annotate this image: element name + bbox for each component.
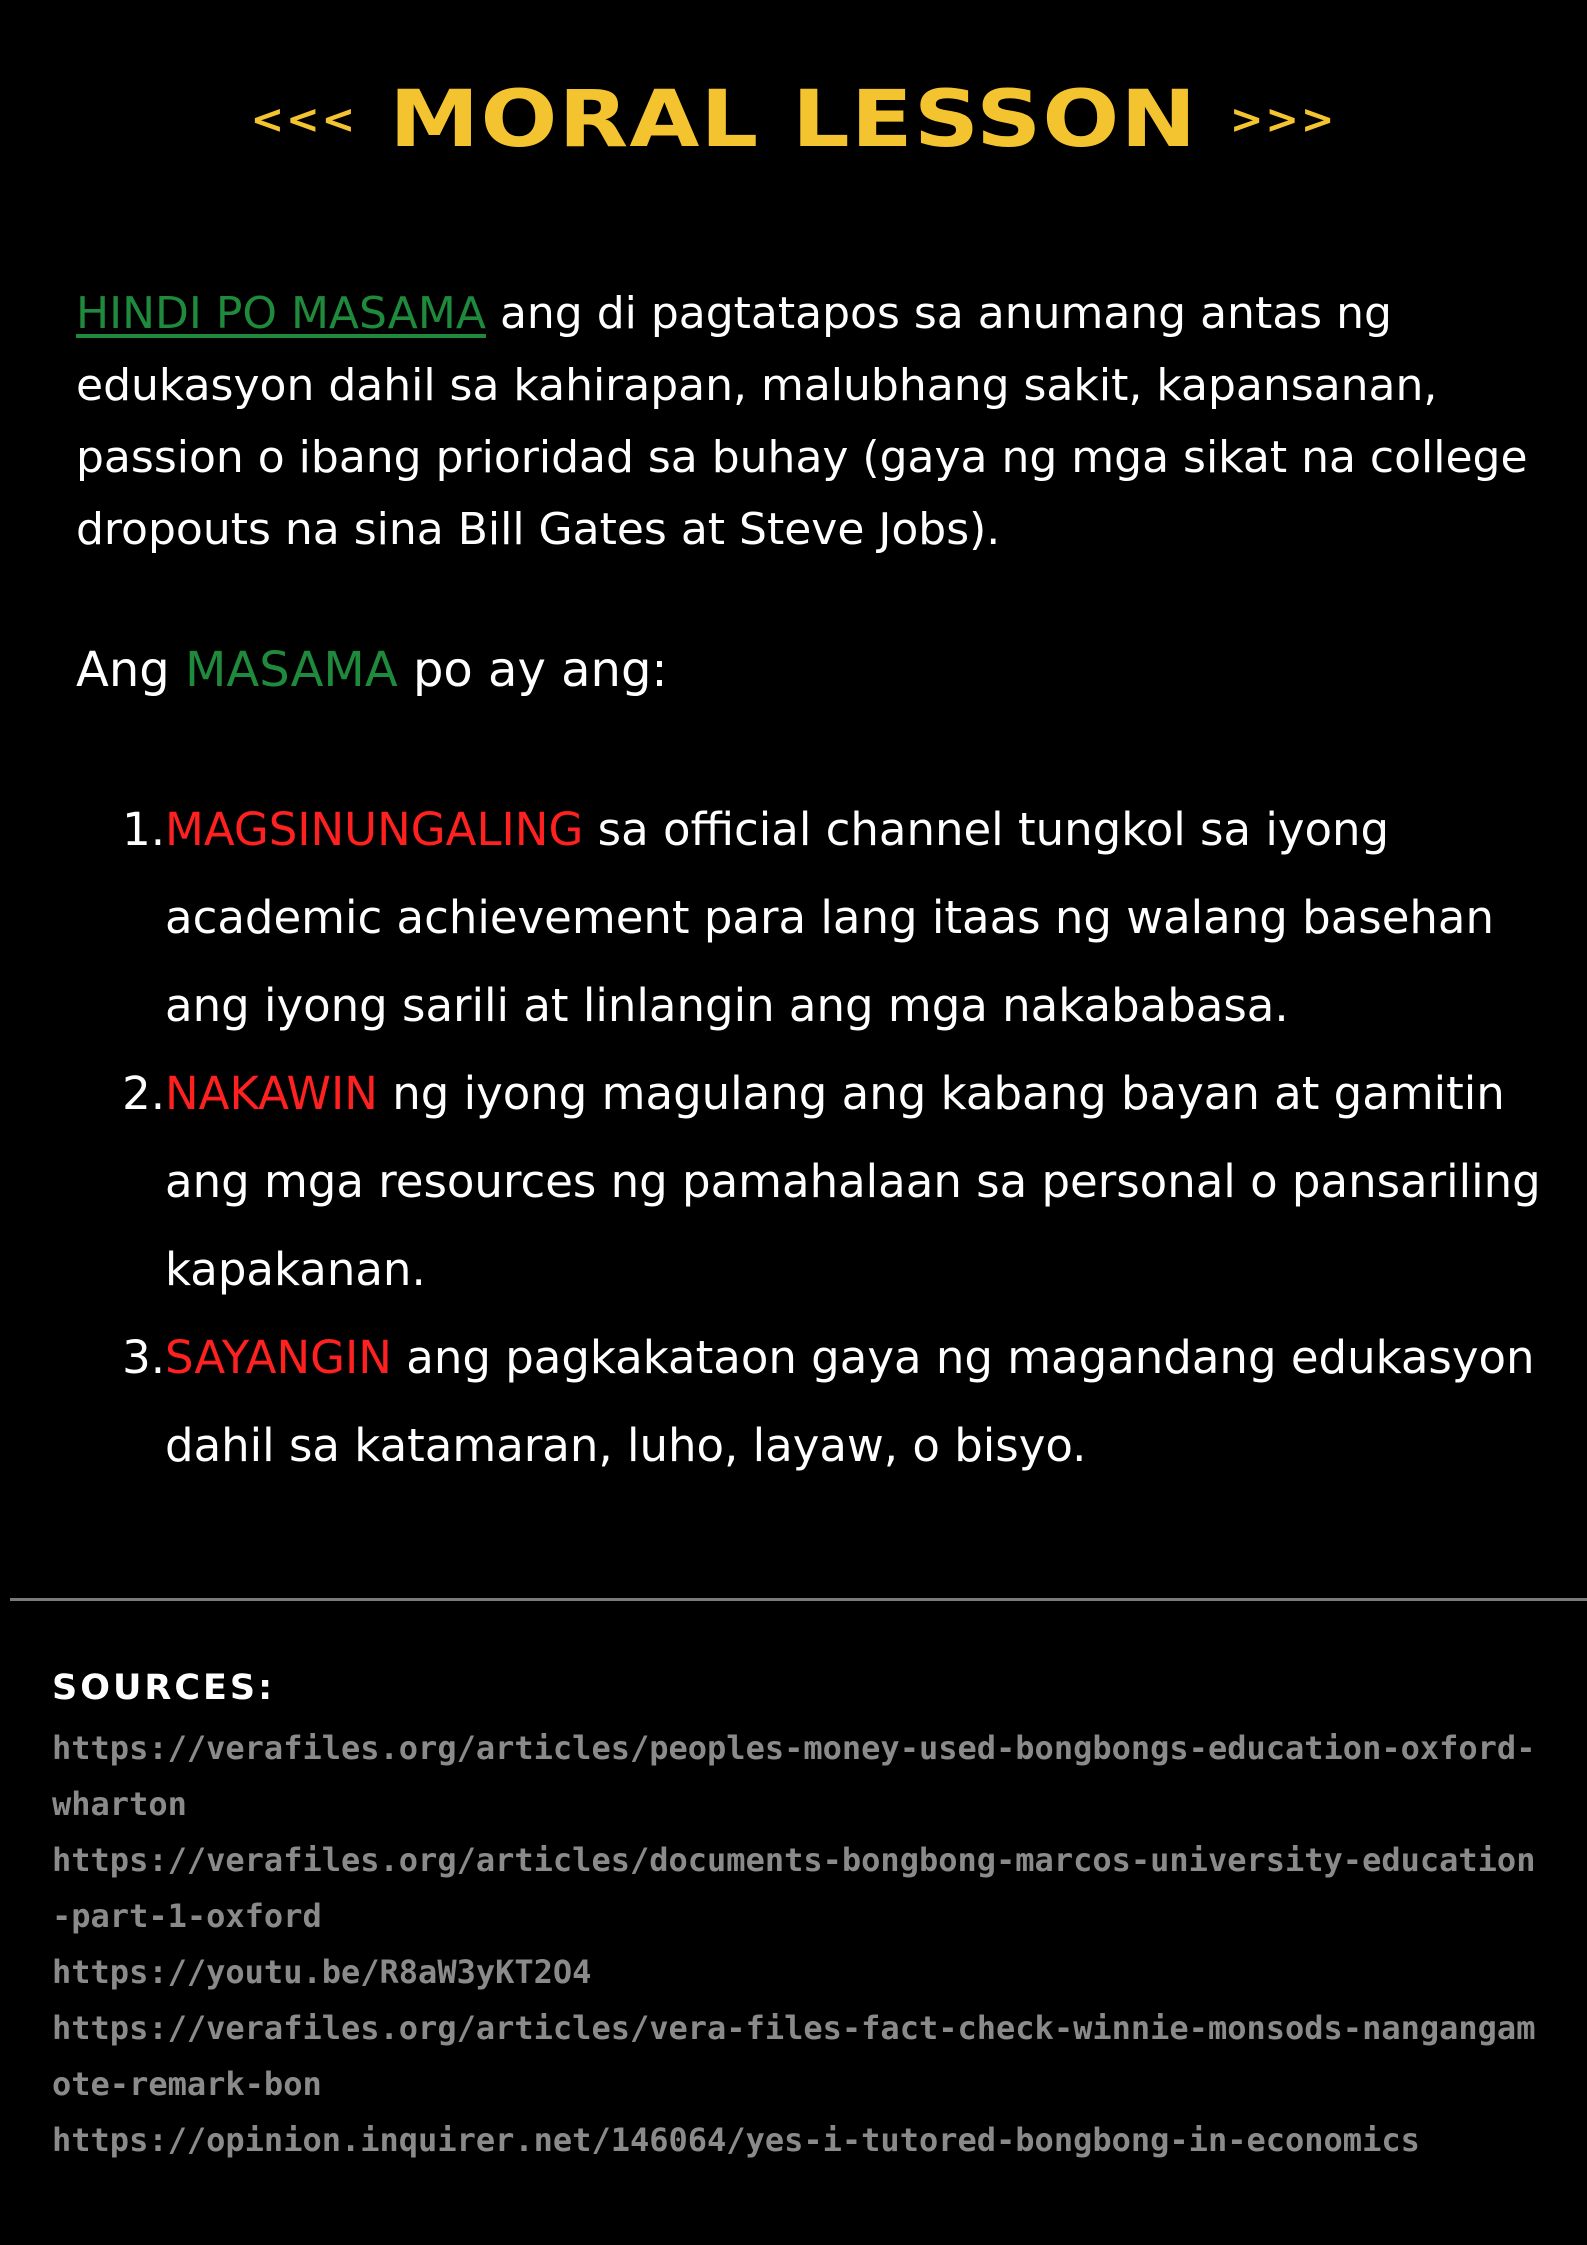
- source-link[interactable]: https://verafiles.org/articles/documents-bongbong-marcos-university-education-part-1-oxford: [52, 1841, 1536, 1935]
- list-text: ang pagkakataon gaya ng magandang edukasyon dahil sa katamaran, luho, layaw, o bisyo.: [165, 1331, 1535, 1472]
- list-number: 2.: [122, 1067, 165, 1120]
- wrongdoing-list: [0, 786, 1587, 1490]
- list-item: [0, 786, 1587, 1050]
- source-link[interactable]: https://verafiles.org/articles/peoples-money-used-bongbongs-education-oxford-wharton: [52, 1729, 1536, 1823]
- left-arrows: <<<: [250, 97, 358, 143]
- divider: [10, 1598, 1587, 1601]
- list-number: 1.: [122, 803, 165, 856]
- header: [0, 70, 1587, 170]
- list-text: sa official channel tungkol sa iyong academic achievement para lang itaas ng walang basehan ang iyong sarili at linlangin ang mga nakababasa.: [165, 803, 1495, 1032]
- right-arrows: >>>: [1229, 97, 1337, 143]
- ang-suffix: po ay ang:: [397, 642, 668, 698]
- list-item: [0, 1050, 1587, 1314]
- source-link[interactable]: https://youtu.be/R8aW3yKT2O4: [52, 1953, 592, 1991]
- masama-highlight: MASAMA: [184, 642, 398, 698]
- page-title: MORAL LESSON: [389, 75, 1198, 165]
- list-highlight: MAGSINUNGALING: [165, 803, 584, 856]
- ang-masama-line: [76, 634, 668, 706]
- list-number: 3.: [122, 1331, 165, 1384]
- intro-paragraph: [76, 278, 1536, 566]
- list-highlight: SAYANGIN: [165, 1331, 392, 1384]
- sources-heading: SOURCES:: [52, 1668, 276, 1708]
- source-link[interactable]: https://opinion.inquirer.net/146064/yes-i-tutored-bongbong-in-economics: [52, 2121, 1420, 2159]
- list-highlight: NAKAWIN: [165, 1067, 378, 1120]
- list-text: ng iyong magulang ang kabang bayan at gamitin ang mga resources ng pamahalaan sa personal o pansariling kapakanan.: [165, 1067, 1541, 1296]
- intro-text: ang di pagtatapos sa anumang antas ng edukasyon dahil sa kahirapan, malubhang sakit, kapansanan, passion o ibang prioridad sa buhay (gaya ng mga sikat na college dropouts na sina Bill Gates at Steve Jobs).: [76, 288, 1528, 555]
- ang-prefix: Ang: [76, 642, 185, 698]
- intro-highlight: HINDI PO MASAMA: [76, 288, 486, 339]
- list-item: [0, 1314, 1587, 1490]
- source-link[interactable]: https://verafiles.org/articles/vera-files-fact-check-winnie-monsods-nangangamote-remark-bon: [52, 2009, 1536, 2103]
- sources-list: [52, 1720, 1552, 2168]
